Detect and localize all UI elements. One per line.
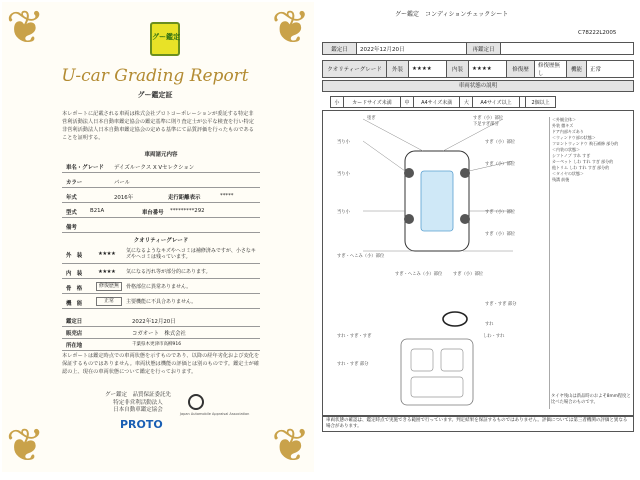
function-grade: 正常: [96, 297, 122, 306]
condition-notes: ＜外観全体＞ 外装 微キズ ドア内部キズあり ＜ウィンドウ部の状態＞ フロントウィンドウ 飛石補修 部分的 ＜内装の状態＞ シフトノブ すれ すぎ カーペット しわ すれ すぎ 部分的 他トリム しわ すれ すぎ 部分的 ＜タイヤの状態＞ 残溝 前後: [549, 117, 631, 409]
address-label: 所在地: [66, 343, 83, 349]
jaaa-emblem-icon: [188, 394, 204, 410]
wheel-fl-icon: [404, 168, 414, 178]
note-6: すぎ（小）部位: [485, 140, 516, 145]
color-label: カラー: [66, 180, 83, 186]
quality-row-exterior: [62, 246, 260, 264]
remarks-label: 備考: [66, 225, 77, 231]
frame-text: 骨格部位に異常ありません。: [126, 284, 192, 290]
year-label: 年式: [66, 195, 77, 201]
issuer-text: グー鑑定 品質保証委託先 特定非営利活動法人 日本自動車鑑定協会: [104, 392, 171, 413]
legend-multiple: 2個以上: [526, 97, 556, 108]
row-model: [62, 158, 260, 173]
size-legend: [330, 96, 556, 108]
wheel-rl-icon: [404, 214, 414, 224]
interior-text: 気になる汚れ等が部分的にあります。: [126, 269, 211, 275]
steering-wheel-icon: [443, 312, 467, 326]
repair-value: 修復歴無し: [535, 61, 567, 78]
mileage-value: *****: [220, 193, 234, 199]
sheet-quality-table: [322, 60, 634, 78]
repair-label: 修復歴: [507, 61, 535, 78]
certificate-intro: 本レポートに記載される車両は株式会社プロトコーポレーションが委託する特定非営利活動法人日本自動車鑑定協会の鑑定基準に則り査定士が公平な検査を行い特定非営利活動法人日本自動車鑑定協会の定める基準にて品質評価を行ったものであることを証明する。: [62, 111, 254, 141]
row-color: [62, 173, 260, 188]
seat-rear: [411, 377, 463, 397]
exterior-stars: ★★★★: [98, 251, 116, 257]
note-10: すぎ（小）部位: [485, 232, 516, 237]
type-value: B21A: [90, 208, 105, 214]
vehicle-diagram: [322, 110, 634, 416]
recheck-label: 再鑑定日: [467, 43, 501, 55]
interior-outline: [401, 339, 473, 405]
wheel-fr-icon: [460, 168, 470, 178]
function-value: 正常: [587, 61, 634, 78]
interior-stars: ★★★★: [98, 269, 116, 275]
row-address: [62, 336, 260, 351]
quality-row-function: [62, 294, 260, 309]
row-year: [62, 188, 260, 203]
note-5: 当り小: [337, 172, 350, 177]
date-value: 2022年12月20日: [357, 43, 467, 55]
chassis-label: 車台番号: [142, 210, 164, 216]
model-value: デイズルークス X Vセレクション: [114, 165, 195, 171]
legend-large: 大: [460, 97, 473, 108]
note-12: すぎ・へこみ（小）部位: [395, 272, 443, 277]
logo-text: グー鑑定: [152, 33, 180, 41]
jaaa-caption: Japan Automobile Appraisal Association: [180, 412, 250, 416]
certificate-footnote: 本レポートは鑑定時点での車両状態を示すものであり、以降の経年劣化および変化を保証するものではありません。車両状態は機能の評価とは別のものです。鑑定士が確認の上、現在の車両状態について鑑定を行っております。: [62, 353, 260, 375]
legend-medium: 中: [401, 97, 414, 108]
sheet-code: C78222L2005: [578, 30, 617, 36]
ornament-top-right: ❦: [271, 0, 310, 54]
exterior-label: 外 装: [66, 253, 83, 259]
legend-large-desc: A4サイズ以上: [473, 97, 519, 108]
quality-row-frame: [62, 279, 260, 294]
certificate-subtitle: グー鑑定証: [137, 91, 173, 99]
quality-row-interior: [62, 264, 260, 279]
ornament-bottom-left: ❦: [6, 418, 45, 472]
shop-value: コガオート 株式会社: [132, 331, 186, 337]
note-14: すぎ・すぎ 部分: [485, 302, 517, 307]
year-value: 2016年: [114, 195, 134, 201]
interior-label: 内 装: [66, 271, 83, 277]
certificate-title: U-car Grading Report: [61, 66, 249, 86]
function-label: 機 能: [66, 301, 83, 307]
note-16: すれ・すぎ・すぎ: [337, 334, 372, 339]
legend-small-desc: カードサイズ未満: [343, 97, 400, 108]
int-stars: ★★★★: [469, 61, 507, 78]
wheel-rr-icon: [460, 214, 470, 224]
quality-label: クオリティーグレード: [323, 61, 387, 78]
state-title: 車両状態の説明: [322, 80, 634, 92]
note-11: すぎ・へこみ（小）部位: [337, 254, 385, 259]
row-type: [62, 203, 260, 218]
seat-front-left: [411, 349, 433, 371]
quality-section-heading: クオリティーグレード: [133, 238, 189, 244]
shop-label: 販売店: [66, 331, 83, 337]
vehicle-section-heading: 車両諸元内容: [144, 152, 178, 158]
row-remarks: [62, 218, 260, 233]
ext-stars: ★★★★: [409, 61, 447, 78]
issue-date-label: 鑑定日: [66, 319, 83, 325]
note-2: すぎ（小）部位: [473, 116, 504, 121]
sheet-header: グー鑑定 コンディションチェックシート: [395, 11, 509, 18]
function-label: 機能: [567, 61, 587, 78]
note-9: すぎ（小）部位: [485, 210, 516, 215]
proto-logo: PROTO: [120, 418, 163, 431]
date-label: 鑑定日: [323, 43, 357, 55]
note-15: すれ: [485, 322, 494, 327]
type-label: 型式: [66, 210, 77, 216]
recheck-value: [501, 43, 634, 55]
ornament-top-left: ❦: [6, 0, 45, 54]
mileage-label: 走行距離表示: [168, 195, 201, 201]
sheet-disclaimer: 車両状態の確認は、鑑定時点で実施できる範囲で行っています。判定結果を保証するものではありません。評価については第三者機関の評価と異なる場合があります。: [322, 416, 634, 432]
note-7: すぎ（小）部位: [485, 162, 516, 167]
seat-front-right: [441, 349, 463, 371]
chassis-value: *********292: [170, 208, 205, 214]
frame-label: 骨 格: [66, 286, 83, 292]
tire-note: タイヤ残山は新品時のおよそ8mm程度と比べた場合のものです。: [551, 394, 631, 405]
address-value: 千葉県木更津市高柳916: [132, 342, 182, 347]
note-8: 当り小: [337, 210, 350, 215]
frame-grade: 修復歴無: [96, 282, 122, 291]
legend-medium-desc: A4サイズ未満: [413, 97, 459, 108]
exterior-text: 気になるようなキズやヘコミは補修済みですが、小さなキズやヘコミは残っています。: [126, 248, 256, 260]
note-4: 当り小: [337, 140, 350, 145]
function-text: 主要機能に不具合ありません。: [126, 299, 197, 305]
legend-small: 小: [331, 97, 344, 108]
int-label: 内装: [447, 61, 469, 78]
ornament-bottom-right: ❦: [271, 418, 310, 472]
car-windows: [421, 171, 453, 231]
model-label: 車名・グレード: [66, 165, 104, 171]
note-17: すれ・すぎ 部分: [337, 362, 369, 367]
issue-date-value: 2022年12月20日: [132, 319, 176, 325]
note-3: 下足すぎ部分: [473, 122, 499, 127]
sheet-date-table: [322, 42, 634, 55]
note-1: 塗ぎ: [367, 116, 376, 121]
ext-label: 外装: [387, 61, 409, 78]
note-18: しわ・すれ: [483, 334, 505, 339]
note-13: すぎ（小）部位: [453, 272, 484, 277]
color-value: パール: [114, 180, 131, 186]
